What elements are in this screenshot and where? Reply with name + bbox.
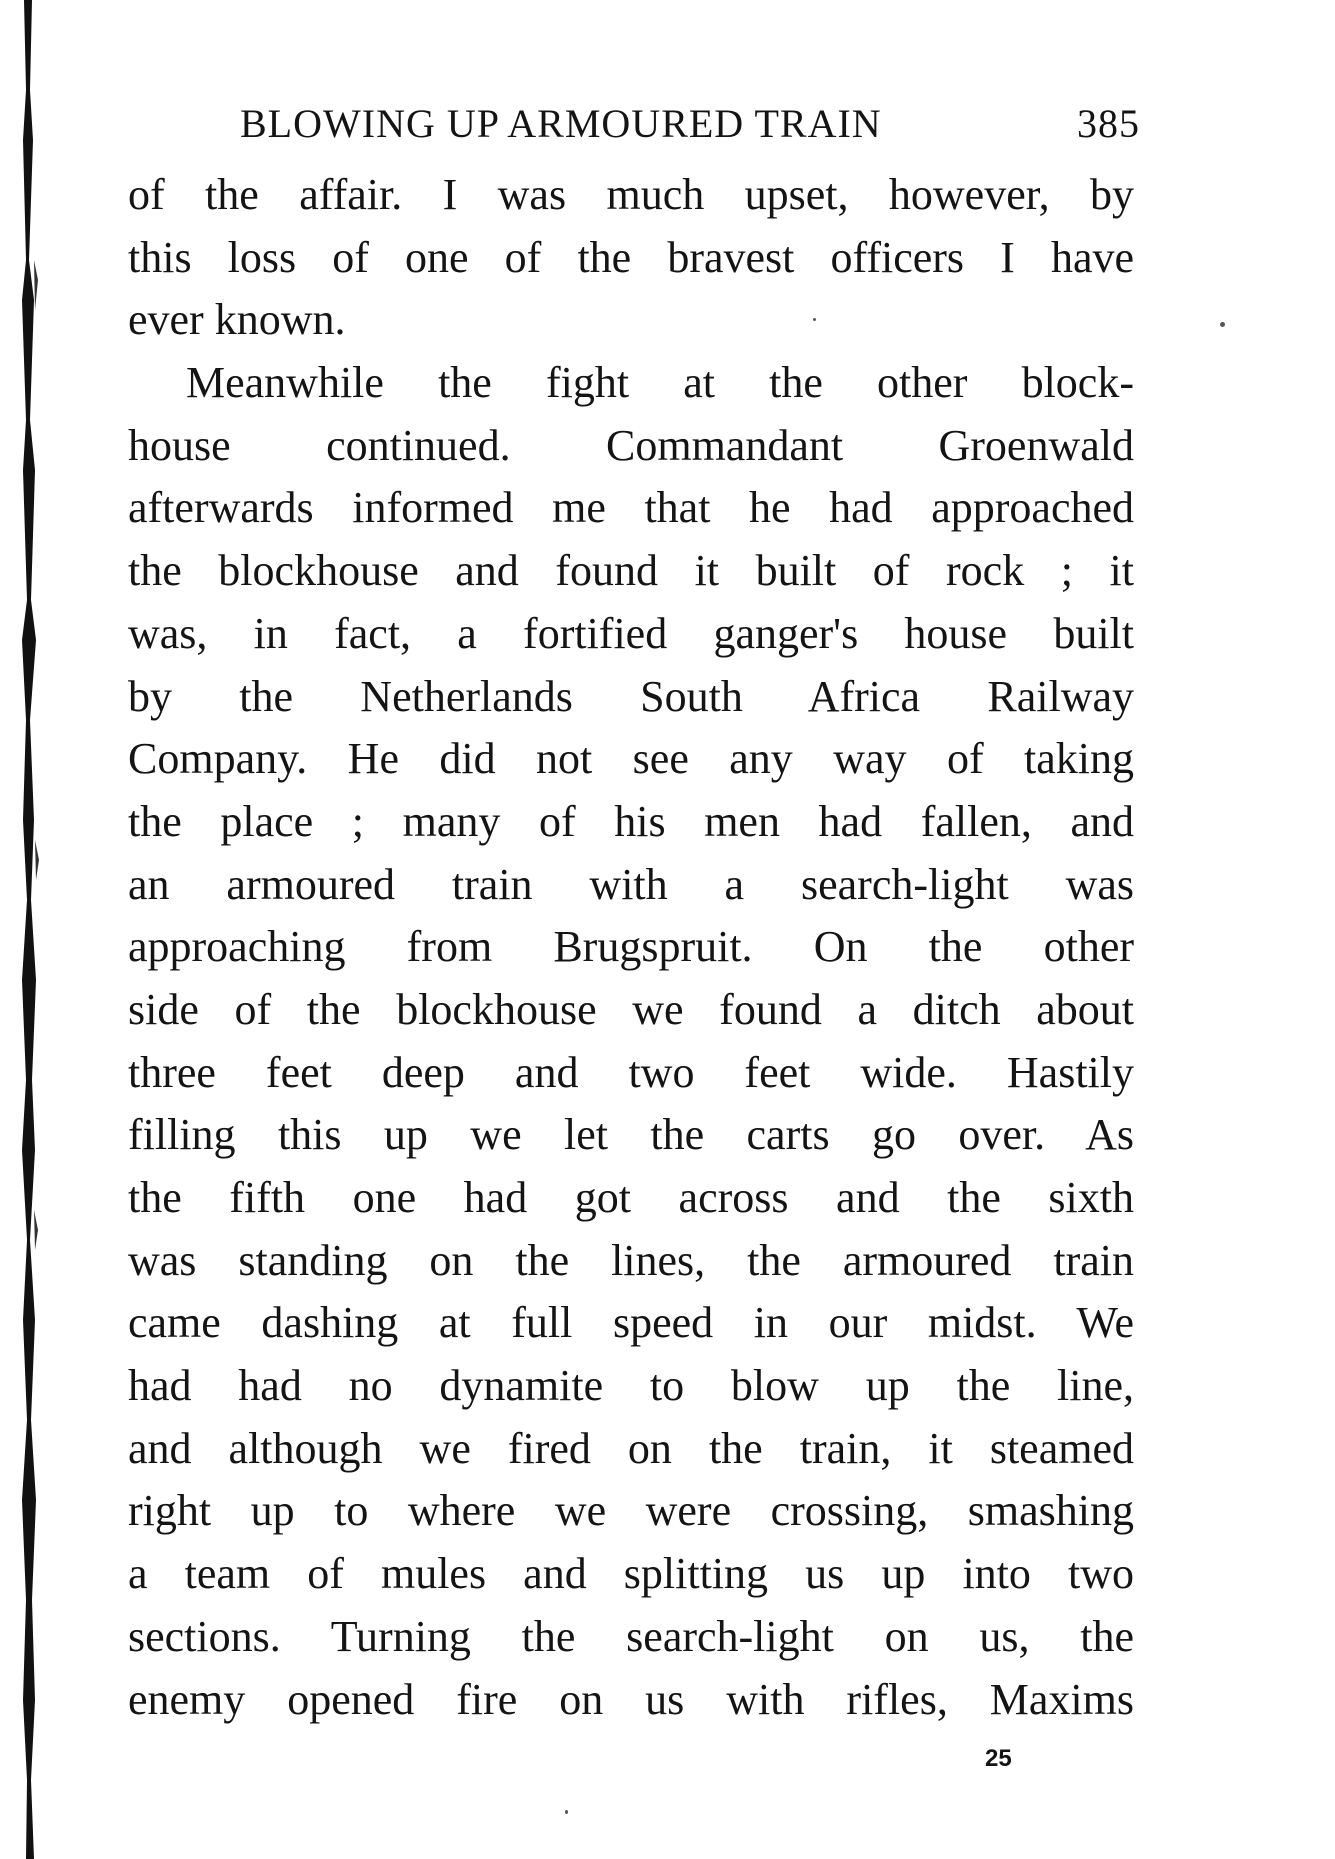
body-text — [128, 164, 1134, 1731]
text-line: Company. He did not see any way of taking — [128, 734, 1134, 784]
running-head — [240, 100, 1140, 150]
text-line: an armoured train with a search-light was — [128, 859, 1134, 909]
text-line: afterwards informed me that he had approached — [128, 483, 1134, 533]
text-line: this loss of one of the bravest officers I have — [128, 232, 1134, 282]
text-line: the fifth one had got across and the sixth — [128, 1173, 1134, 1222]
text-line: by the Netherlands South Africa Railway — [128, 671, 1134, 721]
paper-speck — [565, 1810, 568, 1814]
text-line: the blockhouse and found it built of rock ; it — [128, 546, 1134, 596]
text-line: filling this up we let the carts go over. As — [128, 1110, 1134, 1160]
page-number: 385 — [1077, 101, 1140, 146]
text-line: came dashing at full speed in our midst. We — [128, 1298, 1134, 1348]
text-line: enemy opened fire on us with rifles, Maxims — [128, 1674, 1134, 1724]
text-line: sections. Turning the search-light on us, the — [128, 1611, 1134, 1661]
text-line: side of the blockhouse we found a ditch about — [128, 984, 1134, 1034]
text-line: ever known. — [128, 295, 346, 345]
text-line: of the affair. I was much upset, however, by — [128, 170, 1134, 219]
paper-speck — [1220, 322, 1225, 327]
text-line: had had no dynamite to blow up the line, — [128, 1361, 1134, 1411]
text-line: was standing on the lines, the armoured train — [128, 1235, 1134, 1285]
page-binding-edge — [18, 0, 40, 1859]
text-line: and although we fired on the train, it steamed — [128, 1423, 1134, 1473]
text-line: a team of mules and splitting us up into two — [128, 1549, 1134, 1599]
text-line: house continued. Commandant Groenwald — [128, 420, 1134, 470]
text-line: was, in fact, a fortified ganger's house built — [128, 608, 1134, 658]
running-head-title: BLOWING UP ARMOURED TRAIN — [240, 101, 882, 146]
signature-mark: 25 — [985, 1745, 1012, 1772]
text-line: three feet deep and two feet wide. Hastily — [128, 1047, 1134, 1097]
text-line: the place ; many of his men had fallen, and — [128, 796, 1134, 846]
text-line: right up to where we were crossing, smashing — [128, 1486, 1134, 1536]
text-line: Meanwhile the fight at the other block- — [186, 358, 1134, 408]
text-line: approaching from Brugspruit. On the other — [128, 922, 1134, 972]
paper-speck — [813, 318, 816, 321]
